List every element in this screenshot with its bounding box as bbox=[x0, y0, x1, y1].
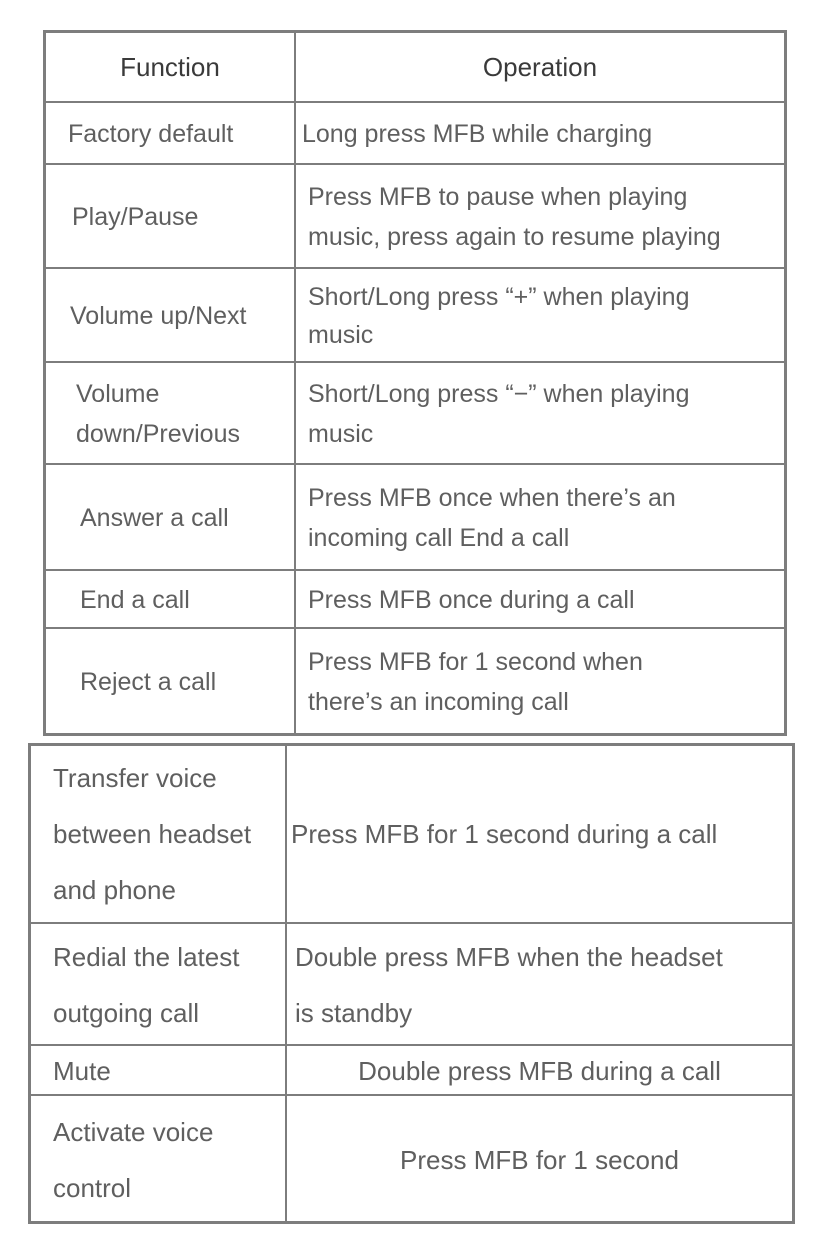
function-cell: Factory default bbox=[68, 120, 234, 148]
table-row bbox=[46, 463, 784, 571]
table-row bbox=[46, 569, 784, 629]
table-header-row bbox=[46, 33, 784, 101]
function-cell: Redial the latest outgoing call bbox=[53, 942, 240, 1028]
table-row bbox=[46, 101, 784, 165]
operation-cell: Press MFB once during a call bbox=[308, 586, 635, 614]
operation-cell: Long press MFB while charging bbox=[302, 120, 653, 148]
table-row bbox=[31, 1044, 792, 1096]
header-operation: Operation bbox=[482, 52, 598, 82]
operation-cell: Press MFB to pause when playing music, press again to resume playing bbox=[308, 183, 721, 251]
table-row bbox=[46, 361, 784, 465]
table-row bbox=[31, 746, 792, 922]
operation-cell: Press MFB for 1 second during a call bbox=[291, 819, 718, 849]
function-cell: Activate voice control bbox=[53, 1116, 214, 1203]
function-table-top bbox=[43, 30, 787, 736]
operation-cell: Short/Long press “+” when playing music bbox=[308, 283, 690, 349]
header-function: Function bbox=[120, 52, 220, 82]
table-row bbox=[46, 163, 784, 269]
table-row bbox=[46, 267, 784, 363]
function-cell: Volume down/Previous bbox=[76, 380, 240, 448]
function-cell: Answer a call bbox=[80, 504, 229, 532]
operation-cell: Press MFB for 1 second when there’s an incoming call bbox=[308, 648, 643, 716]
function-table-bottom bbox=[28, 743, 795, 1224]
operation-cell: Short/Long press “−” when playing music bbox=[308, 380, 690, 448]
table-row bbox=[31, 1094, 792, 1223]
function-cell: Play/Pause bbox=[72, 203, 199, 231]
function-cell: End a call bbox=[80, 586, 190, 614]
table-row bbox=[31, 922, 792, 1046]
function-cell: Mute bbox=[53, 1056, 111, 1086]
table-row bbox=[46, 627, 784, 735]
function-cell: Reject a call bbox=[80, 668, 217, 696]
function-cell: Transfer voice between headset and phone bbox=[53, 763, 252, 905]
operation-cell: Press MFB for 1 second bbox=[400, 1144, 679, 1175]
operation-cell: Press MFB once when there’s an incoming call End a call bbox=[308, 484, 676, 552]
operation-cell: Double press MFB during a call bbox=[358, 1056, 721, 1086]
operation-cell: Double press MFB when the headset is standby bbox=[295, 942, 723, 1028]
function-cell: Volume up/Next bbox=[70, 302, 247, 330]
